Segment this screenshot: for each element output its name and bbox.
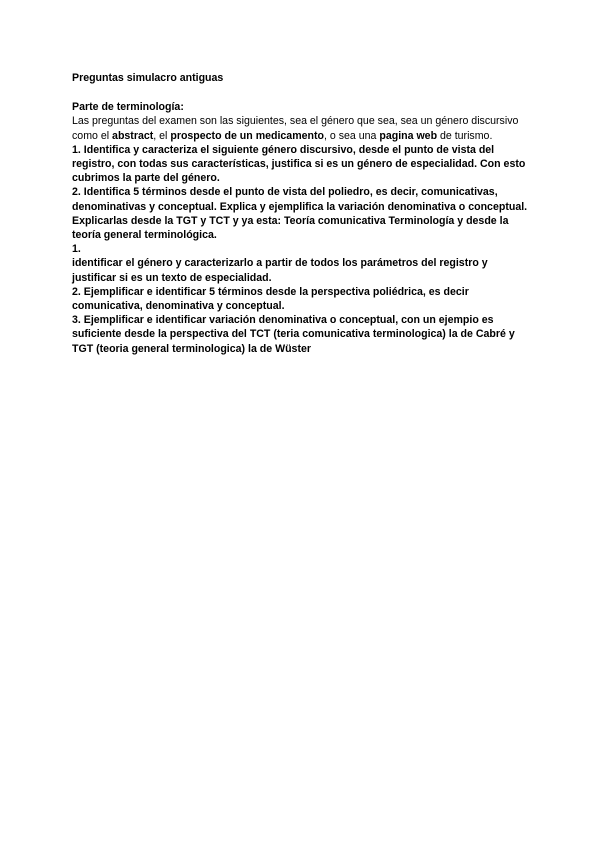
document-body	[72, 71, 532, 356]
intro-paragraph	[72, 114, 532, 142]
question-2: 2. Identifica 5 términos desde el punto de vista del poliedro, es decir, comunicativas, denominativas y conceptual. Explica y ejemplifica la variación denominativa o conceptual. Explicarlas desde la TGT y TCT y ya esta: Teoría comunicativa Terminología y desde la teoría general terminológica.	[72, 186, 528, 242]
blank-line	[72, 85, 532, 100]
section-heading: Parte de terminología:	[72, 101, 184, 114]
intro-text-1: Las preguntas del examen son las siguientes, sea el género que sea, sea un género discursivo como el	[72, 115, 519, 142]
question-variation: 3. Ejemplificar e identificar variación denominativa o conceptual, con un ejempio es suficiente desde la perspectiva del TCT (teria comunicativa terminologica) la de Cabré y TGT (teoria general terminologica) la de Wüster	[72, 314, 515, 355]
intro-text-2: , el	[153, 129, 171, 142]
question-identify-genre: identificar el género y caracterizarlo a partir de todos los parámetros del registro y justificar si es un texto de especialidad.	[72, 257, 488, 284]
intro-text-4: de turismo.	[437, 129, 493, 142]
question-number: 1.	[72, 243, 81, 256]
intro-text-3: , o sea una	[323, 129, 380, 142]
question-terms: 2. Ejemplificar e identificar 5 términos desde la perspectiva poliédrica, es decir comunicativa, denominativa y conceptual.	[72, 285, 469, 313]
intro-bold-prospecto: prospecto de un medicamento	[170, 129, 324, 142]
intro-bold-pagina-web: pagina web	[379, 129, 438, 142]
question-1: 1. Identifica y caracteriza el siguiente género discursivo, desde el punto de vista del registro, con todas sus características, justifica si es un género de especialidad. Con esto cubrimos la parte del género.	[72, 143, 526, 185]
intro-bold-abstract: abstract	[112, 129, 154, 142]
document-title: Preguntas simulacro antiguas	[72, 72, 224, 84]
